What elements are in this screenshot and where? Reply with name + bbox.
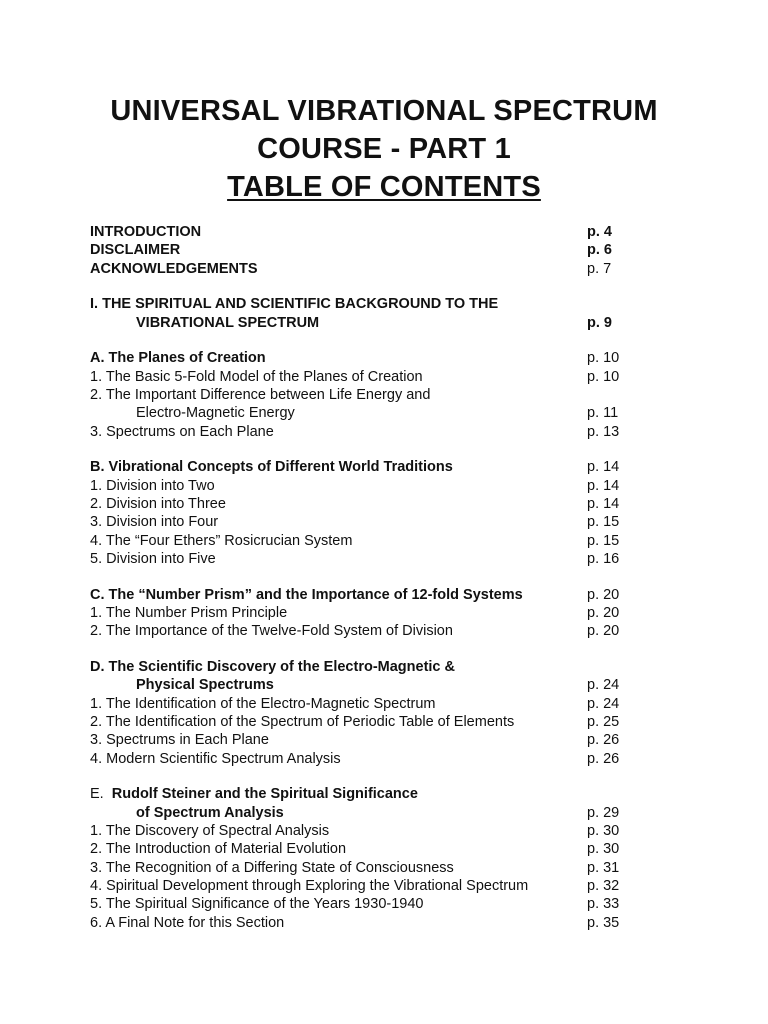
toc-entry-page: p. 14 [587,477,620,494]
toc-entry-label: DISCLAIMER [90,242,181,259]
toc-entry-label: 4. Spiritual Development through Exploring the Vibrational Spectrum [90,877,529,894]
toc-entry-label: Electro-Magnetic Energy [136,405,295,422]
toc-entry-page: p. 11 [587,405,619,422]
spacer [90,768,650,786]
toc-entry-page: p. 35 [587,914,620,931]
table-of-contents [90,223,650,932]
toc-entry-label: INTRODUCTION [90,224,202,240]
title-line-1: UNIVERSAL VIBRATIONAL SPECTRUM [110,95,658,127]
section-heading [90,658,650,676]
toc-entry-label: 3. Spectrums on Each Plane [90,423,274,440]
toc-entry-label: 1. Division into Two [90,477,215,494]
toc-entry-page: p. 33 [587,896,620,913]
section-heading-line-1: Rudolf Steiner and the Spiritual Significance [111,786,418,803]
toc-entry [90,731,650,749]
toc-entry [90,622,650,640]
toc-entry-label: 2. The Introduction of Material Evolution [90,841,347,858]
toc-entry-label: 1. The Basic 5-Fold Model of the Planes of Creation [90,368,423,385]
section-heading [90,785,650,803]
part-heading [90,295,650,313]
toc-entry-page: p. 32 [587,877,620,894]
part-heading-line-2: VIBRATIONAL SPECTRUM [136,314,320,331]
part-heading [90,314,650,332]
toc-entry-label: 2. The Importance of the Twelve-Fold System of Division [90,623,453,640]
section-heading [90,349,650,367]
toc-entry-label: 2. The Important Difference between Life Energy and [90,387,431,404]
toc-entry [90,532,650,550]
toc-entry-page: p. 13 [587,423,620,440]
toc-entry-label: 4. The “Four Ethers” Rosicrucian System [90,532,353,549]
toc-entry [90,495,650,513]
toc-entry [90,840,650,858]
section-heading-label: C. The “Number Prism” and the Importance of 12-fold Systems [90,586,523,603]
toc-entry-page: p. 4 [587,224,612,240]
section-heading [90,804,650,822]
toc-entry-label: 3. Spectrums in Each Plane [90,732,269,749]
toc-entry [90,914,650,932]
toc-entry-page: p. 24 [587,695,620,712]
toc-entry [90,713,650,731]
toc-entry [90,877,650,895]
toc-entry [90,368,650,386]
toc-entry-page: p. 15 [587,532,620,549]
section-heading-line-2: of Spectrum Analysis [136,804,284,821]
toc-entry-label: 1. The Discovery of Spectral Analysis [90,823,330,840]
toc-entry-page: p. 20 [587,623,620,640]
toc-entry [90,513,650,531]
toc-entry-label: 3. Division into Four [90,514,219,531]
toc-entry-label: 4. Modern Scientific Spectrum Analysis [90,750,341,767]
section-heading [90,676,650,694]
section-letter: E. [90,786,104,803]
section-heading-line-1: D. The Scientific Discovery of the Electro-Magnetic & [90,659,455,676]
toc-entry-label: 3. The Recognition of a Differing State of Consciousness [90,859,454,876]
toc-entry-page: p. 20 [587,605,620,622]
section-heading-page: p. 24 [587,677,620,694]
toc-entry [90,241,650,259]
toc-entry-page: p. 30 [587,841,620,858]
toc-entry [90,386,650,404]
toc-entry-page: p. 7 [587,260,612,277]
section-heading-page: p. 20 [587,586,620,603]
toc-entry-label: ACKNOWLEDGEMENTS [90,260,258,277]
toc-entry [90,859,650,877]
toc-entry [90,750,650,768]
toc-entry [90,404,650,422]
toc-entry [90,260,650,278]
toc-entry-label: 5. The Spiritual Significance of the Years 1930-1940 [90,896,424,913]
toc-entry-page: p. 26 [587,732,620,749]
title-line-2: COURSE - PART 1 [257,133,511,165]
toc-entry [90,550,650,568]
toc-entry-page: p. 6 [587,242,612,259]
toc-entry-page: p. 25 [587,714,620,731]
toc-entry [90,695,650,713]
toc-entry-page: p. 15 [587,514,620,531]
section-heading-line-2: Physical Spectrums [136,677,274,694]
toc-entry [90,223,650,241]
section-heading-label [90,785,418,803]
spacer [90,568,650,586]
spacer [90,441,650,459]
toc-entry [90,822,650,840]
toc-entry-page: p. 10 [587,368,620,385]
toc-entry-label: 1. The Identification of the Electro-Magnetic Spectrum [90,695,436,712]
section-heading-page: p. 10 [587,350,620,367]
toc-entry-page: p. 30 [587,823,620,840]
section-heading-label: A. The Planes of Creation [90,350,266,367]
title-line-3 [0,168,768,206]
toc-heading: TABLE OF CONTENTS [227,171,541,203]
title-block [0,92,768,206]
toc-entry-label: 1. The Number Prism Principle [90,605,288,622]
section-heading-page: p. 29 [587,804,620,821]
spacer [90,332,650,350]
spacer [90,641,650,659]
part-heading-page: p. 9 [587,314,612,331]
toc-entry-page: p. 14 [587,496,620,513]
section-heading-page: p. 14 [587,459,620,476]
section-heading-label: B. Vibrational Concepts of Different World Traditions [90,459,453,476]
section-heading [90,586,650,604]
toc-entry [90,423,650,441]
toc-entry [90,477,650,495]
toc-entry-page: p. 26 [587,750,620,767]
toc-entry [90,604,650,622]
toc-entry-label: 6. A Final Note for this Section [90,914,285,931]
toc-entry-label: 2. The Identification of the Spectrum of Periodic Table of Elements [90,714,515,731]
toc-entry-page: p. 16 [587,550,620,567]
toc-entry-label: 5. Division into Five [90,550,216,567]
toc-entry-page: p. 31 [587,859,620,876]
toc-entry-label: 2. Division into Three [90,496,226,513]
spacer [90,278,650,296]
section-heading [90,458,650,476]
part-heading-line-1: I. THE SPIRITUAL AND SCIENTIFIC BACKGROUND TO THE [90,296,499,313]
toc-entry [90,895,650,913]
